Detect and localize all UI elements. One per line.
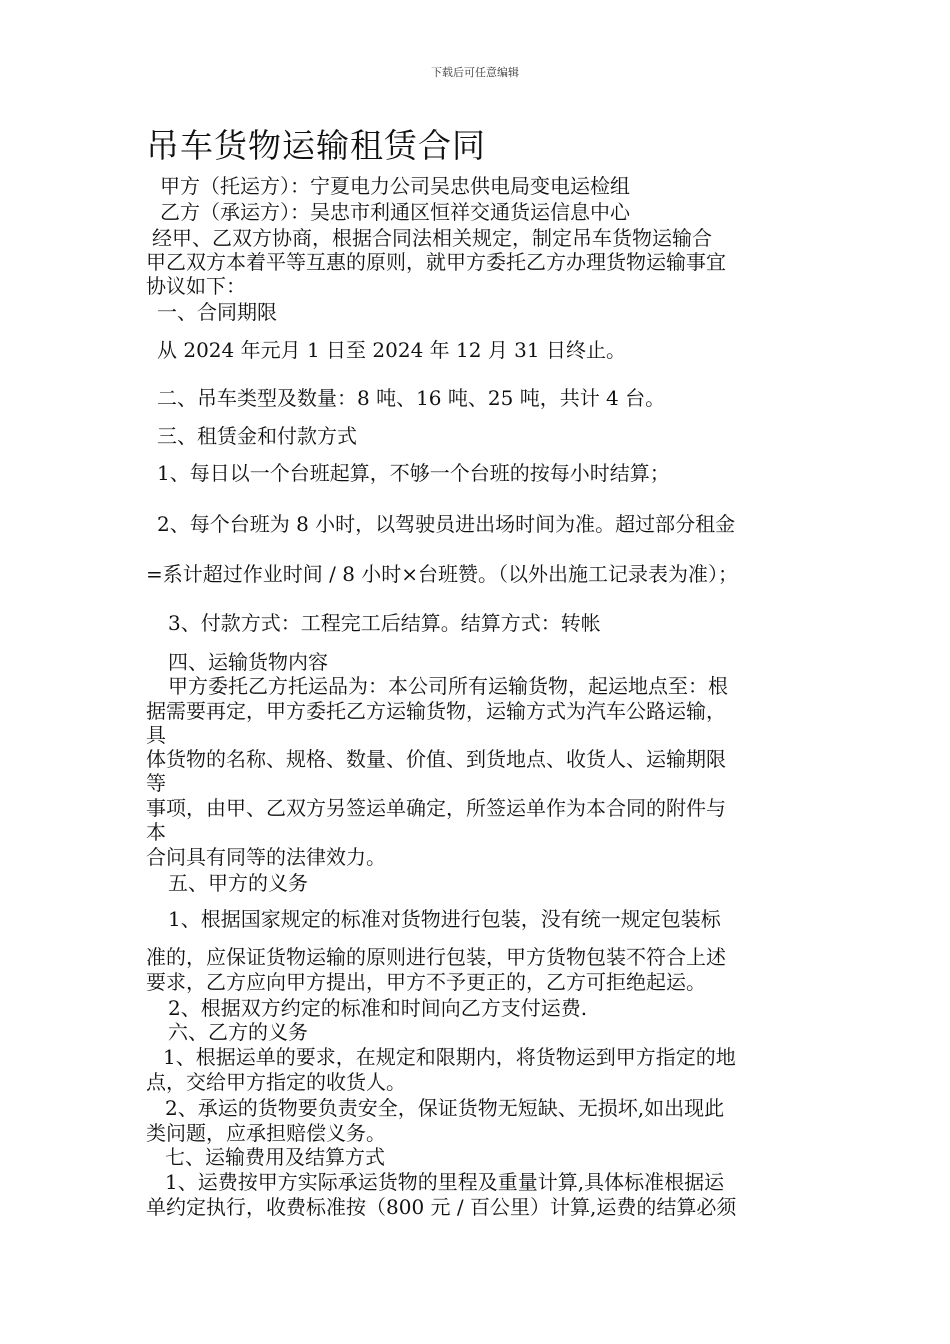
clause-line: 点，交给甲方指定的收货人。: [146, 1070, 406, 1094]
preamble-line: 协议如下：: [146, 274, 246, 298]
clause-line: 类问题，应承担赔偿义务。: [146, 1121, 386, 1145]
document-title: 吊车货物运输租赁合同: [146, 126, 486, 165]
clause-line: 体货物的名称、规格、数量、价值、到货地点、收货人、运输期限: [146, 747, 726, 771]
section-heading: 六、乙方的义务: [168, 1020, 308, 1044]
clause-line: 准的，应保证货物运输的原则进行包装，甲方货物包装不符合上述: [146, 945, 726, 969]
party-a-line: 甲方（托运方）：宁夏电力公司吴忠供电局变电运检组: [160, 174, 630, 198]
clause-line: 1、运费按甲方实际承运货物的里程及重量计算,具体标准根据运: [165, 1170, 725, 1194]
party-b-line: 乙方（承运方）：吴忠市利通区恒祥交通货运信息中心: [160, 200, 630, 224]
clause-line: 具: [146, 723, 166, 747]
clause-line: 单约定执行，收费标准按（800 元 / 百公里）计算,运费的结算必须: [146, 1195, 737, 1219]
clause-line: 3、付款方式：工程完工后结算。结算方式：转帐: [168, 611, 601, 635]
section-heading: 四、运输货物内容: [168, 650, 328, 674]
section-heading: 一、合同期限: [157, 300, 277, 324]
clause-line: 1、根据运单的要求，在规定和限期内，将货物运到甲方指定的地: [163, 1045, 736, 1069]
clause-line: 甲方委托乙方托运品为：本公司所有运输货物，起运地点至：根: [168, 674, 728, 698]
clause-line: 2、承运的货物要负责安全，保证货物无短缺、无损坏,如出现此: [165, 1096, 725, 1120]
clause-line: 2、根据双方约定的标准和时间向乙方支付运费.: [168, 996, 588, 1020]
clause-line: 2、每个台班为 8 小时，以驾驶员进出场时间为准。超过部分租金: [157, 512, 736, 536]
preamble-line: 甲乙双方本着平等互惠的原则，就甲方委托乙方办理货物运输事宜: [146, 250, 726, 274]
clause-line: 1、根据国家规定的标准对货物进行包装，没有统一规定包装标: [168, 907, 721, 931]
clause-line: 事项，由甲、乙双方另签运单确定，所签运单作为本合同的附件与: [146, 796, 726, 820]
section-heading: 五、甲方的义务: [168, 871, 308, 895]
clause-line: 1、每日以一个台班起算，不够一个台班的按每小时结算；: [157, 461, 670, 485]
clause-line: 等: [146, 771, 166, 795]
clause-line: 要求，乙方应向甲方提出，甲方不予更正的，乙方可拒绝起运。: [146, 970, 706, 994]
preamble-line: 经甲、乙双方协商，根据合同法相关规定，制定吊车货物运输合: [152, 226, 712, 250]
section-heading: 七、运输费用及结算方式: [165, 1145, 385, 1169]
section-heading: 二、吊车类型及数量：8 吨、16 吨、25 吨，共计 4 台。: [157, 386, 666, 410]
clause-line: =系计超过作业时间 / 8 小时×台班赞。（以外出施工记录表为准）；: [146, 562, 739, 586]
clause-line: 据需要再定，甲方委托乙方运输货物，运输方式为汽车公路运输，: [146, 699, 726, 723]
clause-line: 合问具有同等的法律效力。: [146, 845, 386, 869]
clause-line: 本: [146, 820, 166, 844]
header-note: 下载后可任意编辑: [431, 66, 519, 79]
clause-line: 从 2024 年元月 1 日至 2024 年 12 月 31 日终止。: [157, 338, 626, 362]
section-heading: 三、租赁金和付款方式: [157, 424, 357, 448]
